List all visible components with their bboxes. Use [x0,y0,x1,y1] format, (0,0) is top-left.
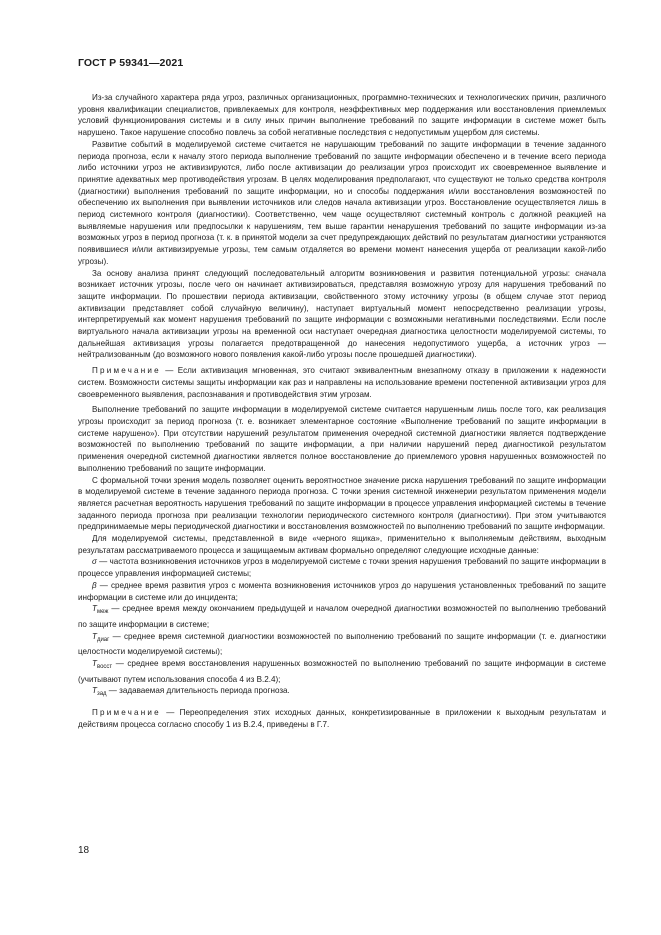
definition-subscript: зад [96,691,107,698]
paragraph: Из-за случайного характера ряда угроз, различных организационных, программно-технических и технологических причин, различного уровня квалификации специалистов, привлекаемых для контроля, неэффективных мер поддержания или восстановления приемлемых условий функционирования системы и в силу иных причин выполнение требований по защите информации в системе может быть нарушено. Такое нарушение способно повлечь за собой негативные последствия с недопустимым ущербом для системы. [78,93,606,138]
paragraph: Выполнение требований по защите информации в моделируемой системе считается нарушенным лишь после того, как реализация угрозы происходит за период прогноза (т. е. возникает элементарное состояние «Выполнение требований по защите информации в системе нарушено»). При отсутствии нарушений результатом применения очередной системной диагностики является подтверждение возможностей по выполнению требований по защите информации, а при наличии нарушений перед диагностикой результатом применения очередной системной диагностики является полное восстановление до приемлемого уровня нарушенных возможностей по выполнению требований по защите информации. [78,405,606,473]
definition-item [78,631,606,658]
definition-symbol: T [92,631,97,641]
paragraph: За основу анализа принят следующий последовательный алгоритм возникновения и развития потенциальной угрозы: сначала возникает источник угрозы, после чего он начинает активизироваться, представляя возможную угрозу для нарушения требований по защите информации. По прошествии периода активизации, свойственного этому источнику угрозы (в общем случае этот период активизации представляет собой случайную величину), наступает виртуальный момент непосредственно реализации угрозы, интерпретируемый как момент нарушения требований по защите информации с возможными негативными последствиями. Если после виртуального начала активизации угрозы на временной оси наступает очередная диагностика целостности моделируемой системы, то дальнейшая активизация угрозы полагается предотвращенной до нанесения недопустимого ущерба, а источник угроз — нейтрализованным (до возможного нового появления какой-либо угрозы после прошедшей диагностики). [78,268,606,360]
definition-text: — задаваемая длительность периода прогноза. [106,686,290,696]
definition-item [78,580,606,603]
definition-text: — частота возникновения источников угроз в моделируемой системе с точки зрения нарушения требований по защите информации в процессе управления информацией системы; [78,557,606,579]
definition-symbol: σ [92,557,97,567]
definition-text: — среднее время развития угроз с момента возникновения источников угроз до нарушения установленных требований по защите информации в системе или до инцидента; [78,580,606,602]
definition-subscript: диаг [96,636,110,643]
definition-symbol: T [92,604,97,614]
paragraph: С формальной точки зрения модель позволяет оценить вероятностное значение риска нарушения требований по защите информации в моделируемой системе в течение заданного периода прогноза. С точки зрения системной инженерии результатом применения модели является расчетная вероятность нарушения требований по защите информации в процессе управления информацией системы в течение заданного периода прогноза при реализации технологии периодического системного контроля (диагностики). При этом учитываются предпринимаемые меры периодической диагностики и восстановления возможностей по выполнению требований по защите информации. [78,475,606,532]
paragraph: Для моделируемой системы, представленной в виде «черного ящика», применительно к выполняемым действиям, выходным результатам рассматриваемого процесса и защищаемым активам формально определяют следующие исходные данные: [78,534,606,555]
definition-subscript: восст [96,664,113,671]
standard-header: ГОСТ Р 59341—2021 [78,57,184,69]
definition-symbol: T [92,686,97,696]
paragraph: Развитие событий в моделируемой системе считается не нарушающим требований по защите информации в течение заданного периода прогноза, если к началу этого периода выполнение требований по защите информации обеспечено и в течение всего периода либо источники угроз не активизируются, либо после активизации до реализации угроз происходит их своевременное выявление и принятие адекватных мер противодействия угрозам. В целях моделирования предполагают, что существуют не только средства контроля (диагностики) выполнения требований по защите информации, но и способы поддержания и/или восстановления возможностей по обеспечению их выполнения при выявлении источников или следов начала активизации угроз. Восстановление осуществляется лишь в период системного контроля (диагностики). Соответственно, чем чаще осуществляют системный контроль с должной реакцией на выявляемые нарушения или предпосылки к нарушениям, тем выше гарантии ненарушения требований по защите информации из-за возможных угроз в период прогноза (т. к. в принятой модели за счет предупреждающих действий по результатам диагностики устраняются появившиеся и/или активизируемые угрозы, тем самым отдаляется во времени момент нанесения ущерба от реализации какой-либо угрозы). [78,139,606,266]
definition-text: — среднее время системной диагностики возможностей по выполнению требований по защите информации (т. е. диагностики целостности моделируемой системы); [78,631,606,657]
page-number: 18 [78,845,90,856]
definition-symbol: β [92,580,97,590]
definition-text: — среднее время восстановления нарушенных возможностей по выполнению требований по защите информации в системе (учитывают путем использования способа 4 из В.2.4); [78,659,606,684]
note-label: Примечание [92,708,161,718]
note-text: — Переопределения этих исходных данных, конкретизированные в приложении к выходным результатам и действиям процесса согласно способу 1 из В.2.4, приведены в Г.7. [78,708,606,729]
document-body [78,92,606,731]
definition-item [78,556,606,579]
definition-symbol: T [92,659,97,669]
definition-item [78,658,606,685]
note [78,707,606,730]
definition-item [78,685,606,701]
note [78,365,606,400]
definition-item [78,603,606,630]
note-text: — Если активизация мгновенная, это считают эквивалентным внезапному отказу в приложении к надежности систем. Возможности системы защиты информации как раз и направлены на использование времени постепенной активизации угроз для своевременного выявления, распознавания и противодействия этим угрозам. [78,366,606,399]
note-label: Примечание [92,366,161,376]
definition-text: — среднее время между окончанием предыдущей и началом очередной диагностики возможностей по выполнению требований по защите информации в системе; [78,604,606,629]
definition-subscript: меж [96,609,109,616]
